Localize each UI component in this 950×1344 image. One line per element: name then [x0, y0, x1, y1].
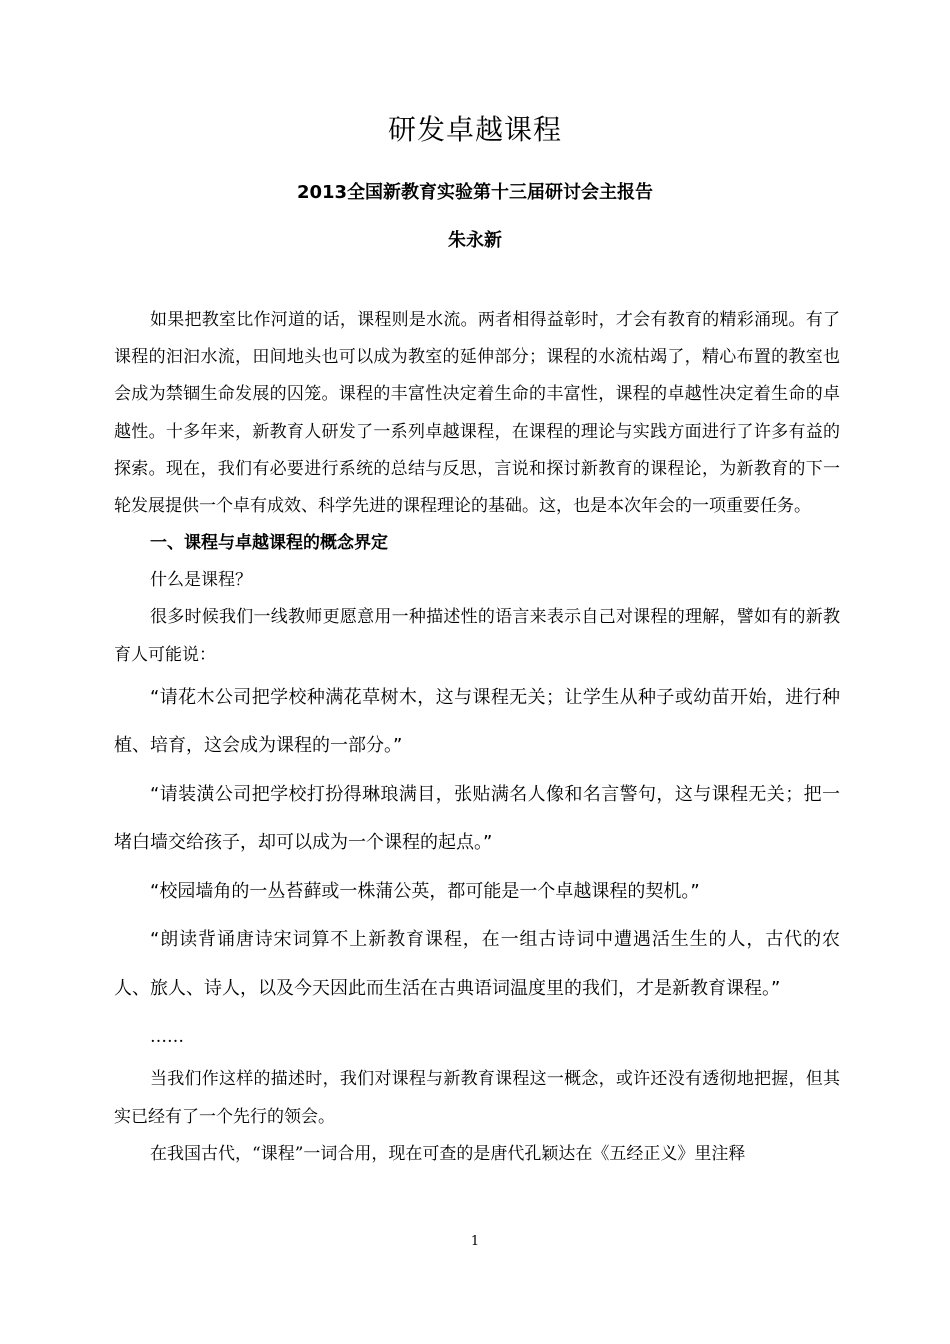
reflection-paragraph: 当我们作这样的描述时，我们对课程与新教育课程这一概念，或许还没有透彻地把握，但其实已经有了一个先行的领会。: [114, 1069, 840, 1127]
lead-in-paragraph: 很多时候我们一线教师更愿意用一种描述性的语言来表示自己对课程的理解，譬如有的新教育人可能说：: [114, 607, 840, 665]
page-number: 1: [470, 1234, 480, 1249]
section-heading: 一、课程与卓越课程的概念界定: [150, 533, 388, 554]
document-body: [114, 302, 840, 1173]
ellipsis-paragraph: ……: [150, 1027, 184, 1048]
document-author: 朱永新: [448, 230, 502, 251]
quote-paragraph: “校园墙角的一丛苔藓或一株蒲公英，都可能是一个卓越课程的契机。”: [150, 880, 700, 902]
document-title: 研发卓越课程: [387, 113, 562, 146]
intro-paragraph: 如果把教室比作河道的话，课程则是水流。两者相得益彰时，才会有教育的精彩涌现。有了课程的汩汩水流，田间地头也可以成为教室的延伸部分；课程的水流枯竭了，精心布置的教室也会成为禁锢生命发展的囚笼。课程的丰富性决定着生命的丰富性，课程的卓越性决定着生命的卓越性。十多年来，新教育人研发了一系列卓越课程，在课程的理论与实践方面进行了许多有益的探索。现在，我们有必要进行系统的总结与反思，言说和探讨新教育的课程论，为新教育的下一轮发展提供一个卓有成效、科学先进的课程理论的基础。这，也是本次年会的一项重要任务。: [114, 310, 840, 517]
quote-paragraph: “朗读背诵唐诗宋词算不上新教育课程，在一组古诗词中遭遇活生生的人，古代的农人、旅人、诗人，以及今天因此而生活在古典语词温度里的我们，才是新教育课程。”: [114, 929, 840, 999]
quote-paragraph: “请装潢公司把学校打扮得琳琅满目，张贴满名人像和名言警句，这与课程无关；把一堵白墙交给孩子，却可以成为一个课程的起点。”: [114, 783, 840, 854]
history-paragraph: 在我国古代，“课程”一词合用，现在可查的是唐代孔颖达在《五经正义》里注释: [150, 1143, 746, 1164]
quote-paragraph: “请花木公司把学校种满花草树木，这与课程无关；让学生从种子或幼苗开始，进行种植、培育，这会成为课程的一部分。”: [114, 686, 840, 757]
document-subtitle: 2013全国新教育实验第十三届研讨会主报告: [296, 182, 654, 203]
question-paragraph: 什么是课程？: [150, 570, 252, 591]
